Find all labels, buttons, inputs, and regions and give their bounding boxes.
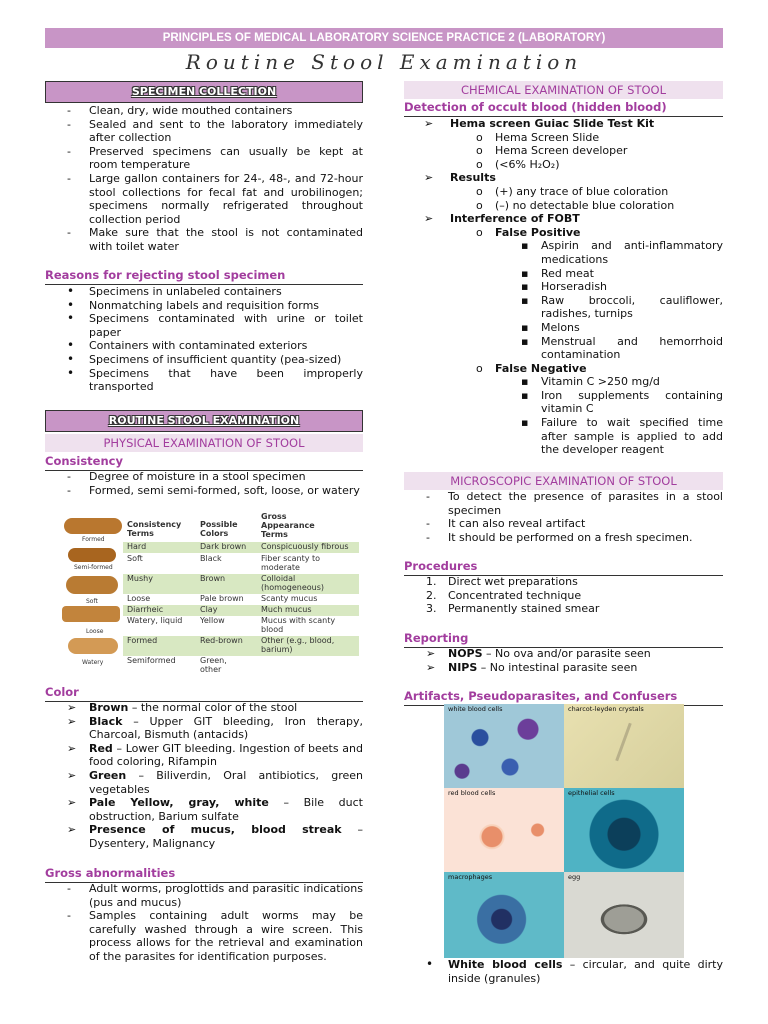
- list-item: • Specimens contaminated with urine or toilet paper: [45, 312, 363, 339]
- list-item: • Nonmatching labels and requisition forms: [45, 299, 363, 313]
- list-item: ➢ Results: [404, 171, 723, 185]
- table-row: Diarrheic Clay Much mucus: [123, 605, 359, 616]
- table-row: Semiformed Green, other: [127, 656, 227, 674]
- list-item: ➢ Red – Lower GIT bleeding. Ingestion of beets and food coloring, Rifampin: [45, 742, 363, 769]
- list-item: ▪ Aspirin and anti-inflammatory medications: [404, 239, 723, 266]
- list-item: - Adult worms, proglottids and parasitic indications (pus and mucus): [45, 882, 363, 909]
- list-item: - Formed, semi semi-formed, soft, loose, or watery: [45, 484, 363, 498]
- stool-label: Loose: [86, 628, 104, 635]
- list-item: ➢ Presence of mucus, blood streak – Dysentery, Malignancy: [45, 823, 363, 850]
- list-item: ▪ Failure to wait specified time after sample is applied to add the developer reagent: [404, 416, 723, 457]
- list-item: - Degree of moisture in a stool specimen: [45, 470, 363, 484]
- list-item: ▪ Raw broccoli, cauliflower, radishes, turnips: [404, 294, 723, 321]
- table-header: Gross Appearance Terms: [261, 512, 315, 539]
- white-blood-cells-image: white blood cells: [444, 704, 564, 788]
- list-item: • Containers with contaminated exteriors: [45, 339, 363, 353]
- list-item: ➢ Brown – the normal color of the stool: [45, 701, 363, 715]
- chemical-exam-band: CHEMICAL EXAMINATION OF STOOL: [404, 81, 723, 99]
- list-item: o Hema Screen developer: [404, 144, 723, 158]
- list-item: 1. Direct wet preparations: [426, 575, 578, 588]
- table-row: Loose Pale brown Scanty mucus: [127, 594, 318, 603]
- stool-label: Semi-formed: [74, 564, 113, 571]
- page-banner: PRINCIPLES OF MEDICAL LABORATORY SCIENCE PRACTICE 2 (LABORATORY): [45, 28, 723, 48]
- watery-stool-image: [68, 638, 118, 654]
- formed-stool-image: [64, 518, 122, 534]
- list-item: o False Negative: [404, 362, 723, 376]
- list-item: o Hema Screen Slide: [404, 131, 723, 145]
- physical-exam-band: PHYSICAL EXAMINATION OF STOOL: [45, 434, 363, 452]
- table-row: Watery, liquid Yellow Mucus with scanty blood: [127, 616, 336, 634]
- specimen-collection-list: [45, 104, 363, 254]
- list-item: o (+) any trace of blue coloration: [404, 185, 723, 199]
- gross-list: [45, 882, 363, 964]
- microscopy-images: [444, 704, 684, 958]
- charcot-leyden-crystals-image: charcot-leyden crystals: [564, 704, 684, 788]
- list-item: - Sealed and sent to the laboratory immediately after collection: [45, 118, 363, 145]
- soft-stool-image: [66, 576, 118, 594]
- list-item: • Specimens of insufficient quantity (pea-sized): [45, 353, 363, 367]
- microscopic-exam-band: MICROSCOPIC EXAMINATION OF STOOL: [404, 472, 723, 490]
- table-row: Soft Black Fiber scanty to moderate: [127, 554, 321, 572]
- list-item: ➢ NIPS – No intestinal parasite seen: [404, 661, 723, 675]
- list-item: ➢ Hema screen Guiac Slide Test Kit: [404, 117, 723, 131]
- stool-label: Watery: [82, 659, 104, 666]
- reporting-heading: Reporting: [404, 631, 723, 648]
- list-item: ➢ Pale Yellow, gray, white – Bile duct obstruction, Barium sulfate: [45, 796, 363, 823]
- list-item: ➢ Green – Biliverdin, Oral antibiotics, green vegetables: [45, 769, 363, 796]
- list-item: ▪ Melons: [404, 321, 723, 335]
- occult-blood-list: [404, 117, 723, 457]
- list-item: ▪ Vitamin C >250 mg/d: [404, 375, 723, 389]
- list-item: o (<6% H₂O₂): [404, 158, 723, 172]
- occult-blood-heading: Detection of occult blood (hidden blood): [404, 100, 723, 117]
- microscopic-list: [404, 490, 723, 544]
- rejecting-heading: Reasons for rejecting stool specimen: [45, 268, 363, 285]
- macrophages-image: macrophages: [444, 872, 564, 958]
- list-item: ▪ Menstrual and hemorrhoid contamination: [404, 335, 723, 362]
- specimen-collection-title: SPECIMEN COLLECTION: [45, 81, 363, 103]
- list-item: 3. Permanently stained smear: [426, 602, 600, 616]
- artifacts-heading: Artifacts, Pseudoparasites, and Confusers: [404, 689, 723, 706]
- color-list: [45, 701, 363, 851]
- table-row: Hard Dark brown Conspicuously fibrous: [123, 542, 359, 553]
- list-item: 2. Concentrated technique: [426, 588, 582, 602]
- list-item: o False Positive: [404, 226, 723, 240]
- list-item: - Preserved specimens can usually be kept at room temperature: [45, 145, 363, 172]
- list-item: ➢ Black – Upper GIT bleeding, Iron therapy, Charcoal, Bismuth (antacids): [45, 715, 363, 742]
- table-header: Consistency Terms: [127, 520, 182, 538]
- list-item: - Samples containing adult worms may be carefully washed through a wire screen. This process allows for the retrieval and examination of the parasites for identification purposes.: [45, 909, 363, 963]
- list-item: o (–) no detectable blue coloration: [404, 199, 723, 213]
- list-item: • White blood cells – circular, and quite dirty inside (granules): [404, 958, 723, 985]
- epithelial-cells-image: epithelial cells: [564, 788, 684, 872]
- consistency-heading: Consistency: [45, 454, 363, 471]
- page-title: Routine Stool Examination: [185, 50, 583, 74]
- list-item: - Clean, dry, wide mouthed containers: [45, 104, 363, 118]
- wbc-note: [404, 958, 723, 985]
- procedures-heading: Procedures: [404, 559, 723, 576]
- loose-stool-image: [62, 606, 120, 622]
- list-item: - It can also reveal artifact: [404, 517, 723, 531]
- procedures-list: [404, 575, 723, 616]
- list-item: ▪ Iron supplements containing vitamin C: [404, 389, 723, 416]
- list-item: - Make sure that the stool is not contaminated with toilet water: [45, 226, 363, 253]
- gross-heading: Gross abnormalities: [45, 866, 363, 883]
- list-item: - Large gallon containers for 24-, 48-, and 72-hour stool collections for fecal fat and urobilinogen; specimens normally refrigerated throughout collection period: [45, 172, 363, 226]
- list-item: • Specimens that have been improperly transported: [45, 367, 363, 394]
- list-item: ➢ NOPS – No ova and/or parasite seen: [404, 647, 723, 661]
- list-item: • Specimens in unlabeled containers: [45, 285, 363, 299]
- consistency-list: [45, 470, 363, 497]
- red-blood-cells-image: red blood cells: [444, 788, 564, 872]
- list-item: - To detect the presence of parasites in a stool specimen: [404, 490, 723, 517]
- routine-exam-title: ROUTINE STOOL EXAMINATION: [45, 410, 363, 432]
- stool-label: Soft: [86, 598, 98, 605]
- reporting-list: [404, 647, 723, 674]
- list-item: ▪ Red meat: [404, 267, 723, 281]
- semi-formed-stool-image: [68, 548, 116, 562]
- list-item: - It should be performed on a fresh specimen.: [404, 531, 723, 545]
- list-item: ▪ Horseradish: [404, 280, 723, 294]
- egg-image: egg: [564, 872, 684, 958]
- color-heading: Color: [45, 685, 363, 702]
- stool-label: Formed: [82, 536, 105, 543]
- table-header: Possible Colors: [200, 520, 238, 538]
- rejecting-list: [45, 285, 363, 394]
- table-row: Formed Red-brown Other (e.g., blood, barium): [123, 636, 359, 656]
- list-item: ➢ Interference of FOBT: [404, 212, 723, 226]
- table-row: Mushy Brown Colloidal (homogeneous): [123, 574, 359, 594]
- stool-consistency-figure: [60, 512, 360, 672]
